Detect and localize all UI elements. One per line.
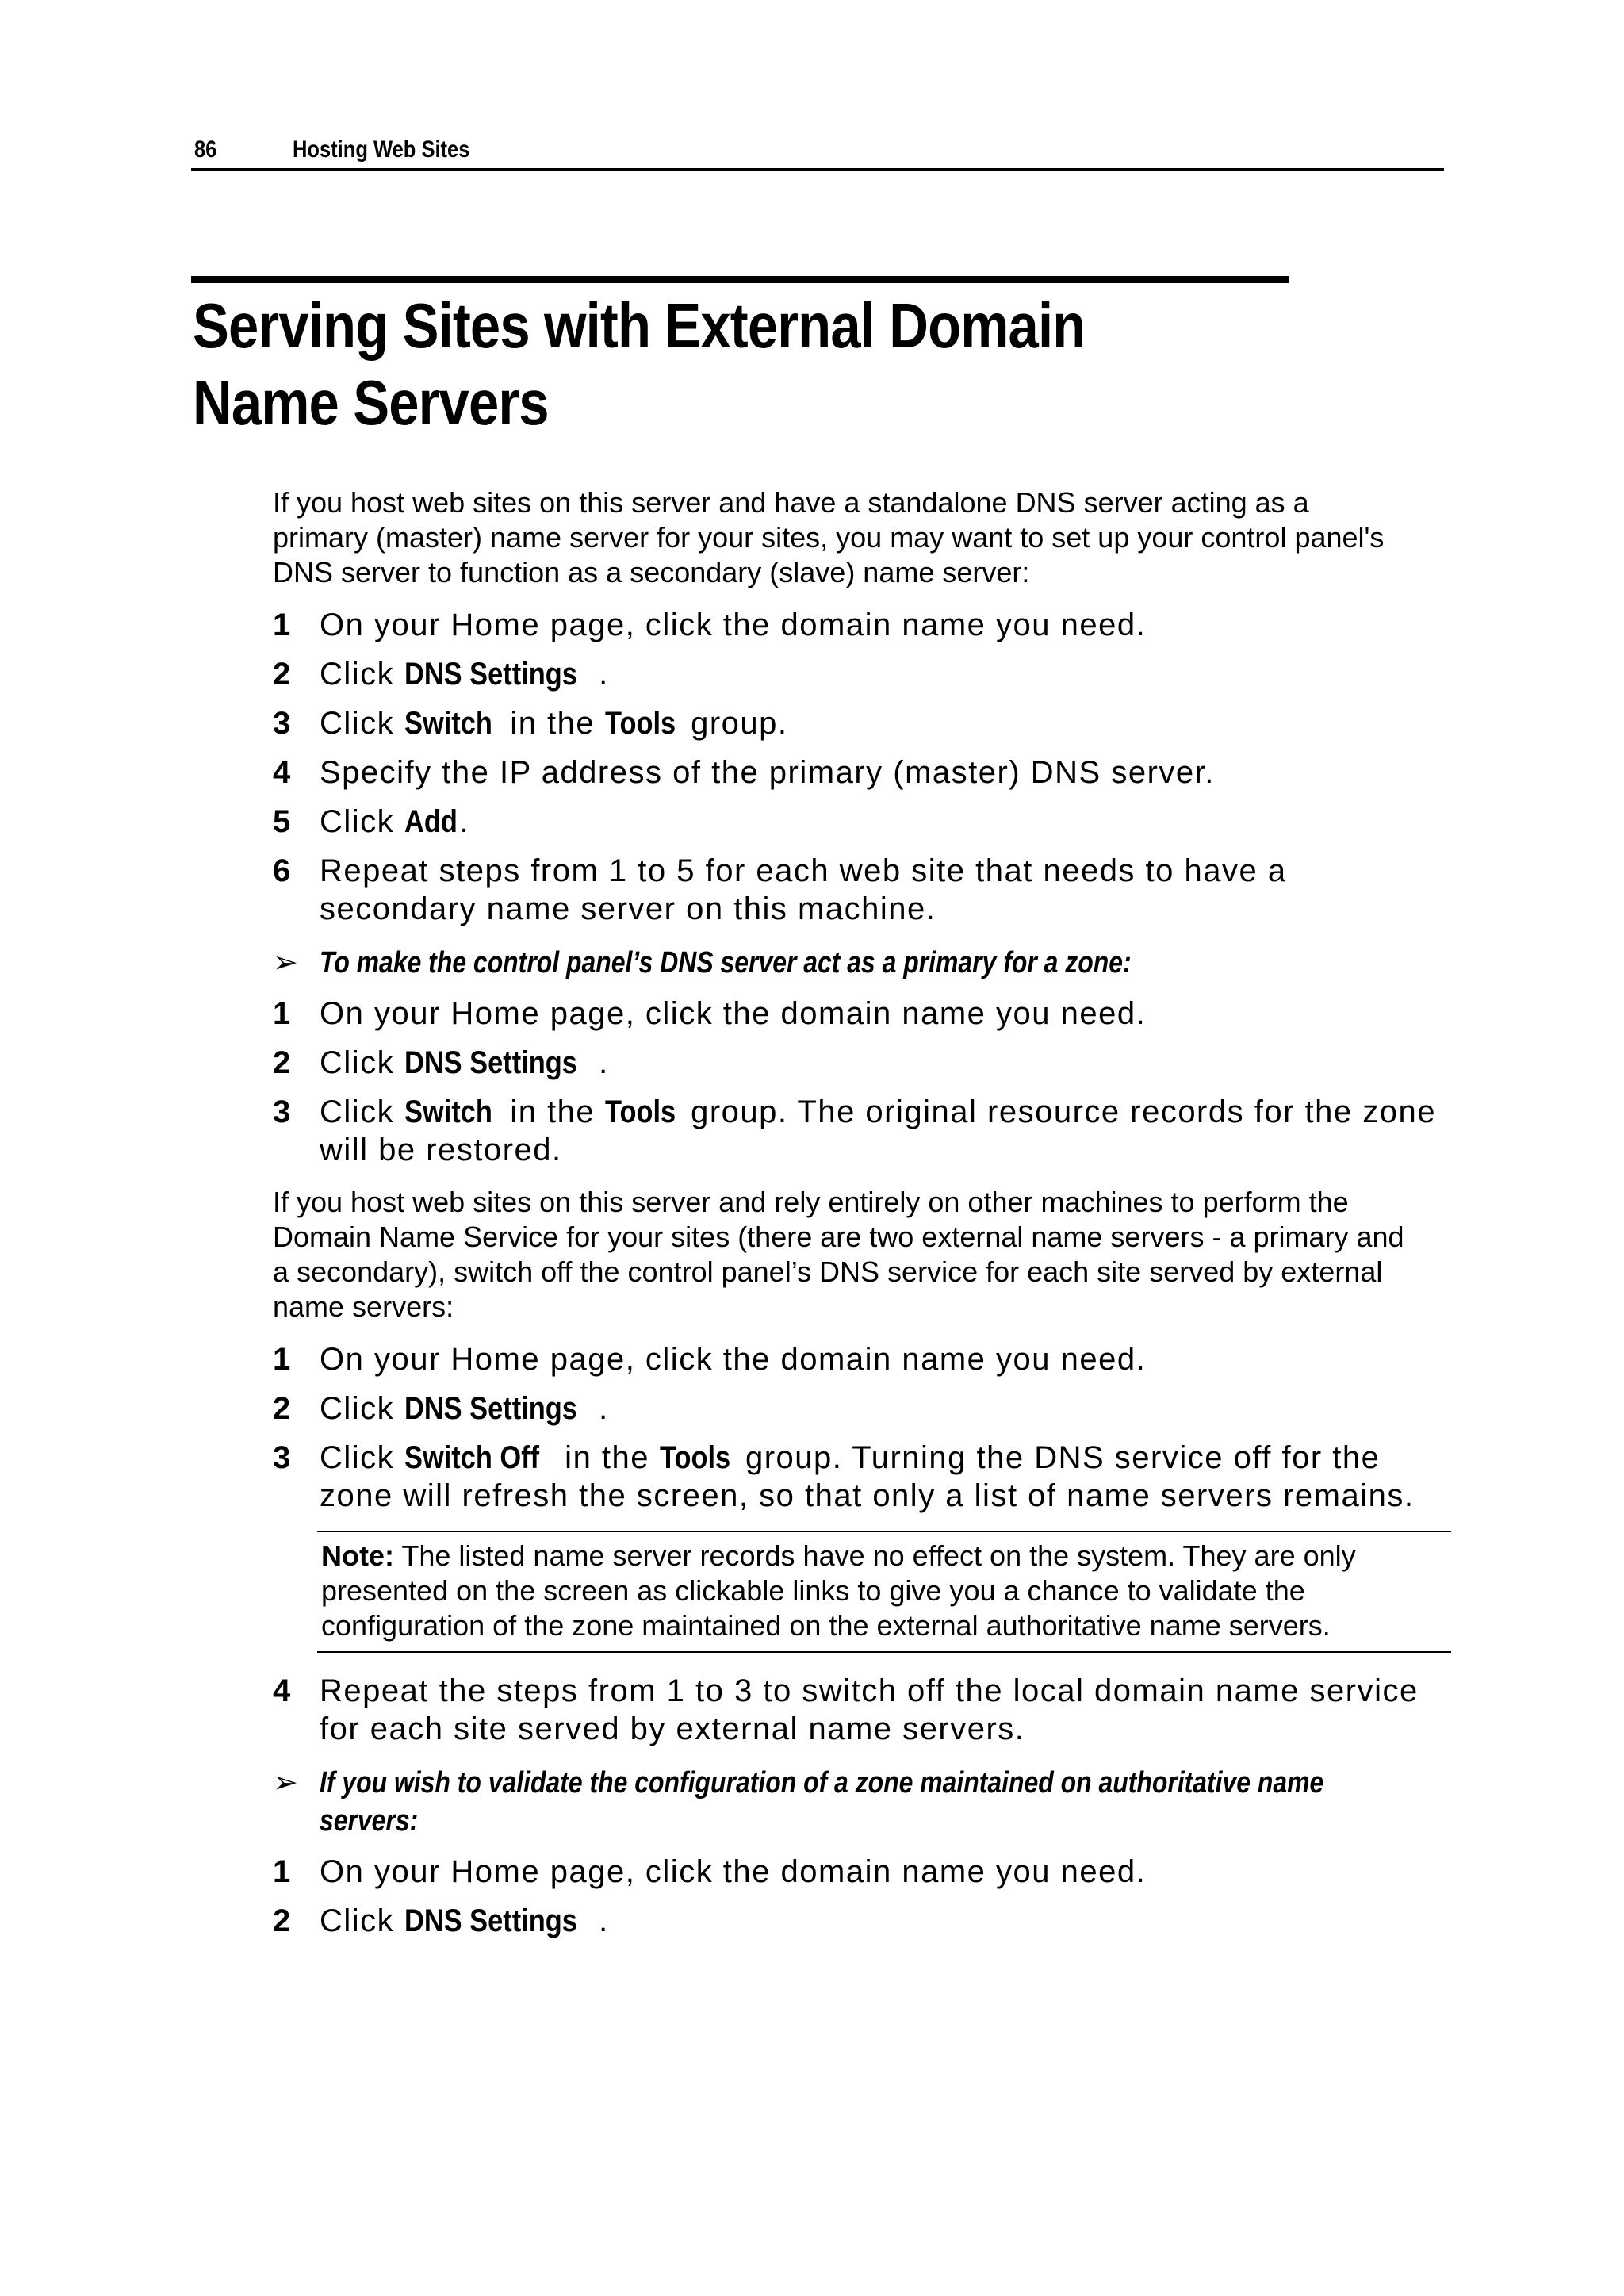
step-text: in the (500, 706, 605, 741)
step-text: . (599, 657, 609, 692)
step-number: 3 (273, 706, 291, 741)
procedure-heading-2 (273, 1764, 1446, 1840)
procedure-title: To make the control panel’s DNS server act as a primary for a zone: (320, 946, 1132, 979)
step-text: Repeat the steps from 1 to 3 to switch off the local domain name service for each site served by external name servers. (320, 1673, 1419, 1746)
ui-term: Tools (659, 1440, 730, 1475)
step-number: 2 (273, 657, 291, 692)
step-text: Repeat steps from 1 to 5 for each web site that needs to have a secondary name server on this machine. (320, 853, 1287, 926)
running-section-title: Hosting Web Sites (293, 136, 470, 163)
step-number: 6 (273, 853, 291, 888)
ui-term: DNS Settings (404, 1045, 577, 1080)
list-item (273, 852, 1446, 928)
step-number: 2 (273, 1903, 291, 1938)
ui-term: DNS Settings (404, 1391, 577, 1426)
ui-term: Add (404, 804, 458, 839)
step-text: Click (320, 1903, 404, 1938)
list-item (273, 1389, 1446, 1428)
step-text: group. (680, 706, 788, 741)
step-number: 2 (273, 1045, 291, 1080)
step-list-3 (273, 1340, 1446, 1515)
ui-term: Tools (604, 706, 676, 741)
step-text: Click (320, 706, 404, 741)
step-text: . (599, 1045, 609, 1080)
step-number: 3 (273, 1094, 291, 1129)
step-text: On your Home page, click the domain name you need. (320, 996, 1147, 1031)
ui-term: Switch (404, 1094, 492, 1129)
list-item (273, 1093, 1446, 1169)
step-list-2 (273, 995, 1446, 1169)
step-text: Click (320, 1391, 404, 1426)
step-text: On your Home page, click the domain name you need. (320, 1342, 1147, 1377)
running-header (191, 133, 1444, 171)
step-number: 1 (273, 1854, 291, 1889)
step-text: in the (500, 1094, 605, 1129)
list-item (273, 753, 1446, 792)
list-item (273, 1853, 1446, 1891)
page-number: 86 (194, 136, 217, 163)
arrow-bullet-icon: ➢ (273, 1766, 298, 1800)
step-text: On your Home page, click the domain name you need. (320, 608, 1147, 642)
step-text: group. Turning the DNS service off for the zone will refresh the screen, so that only a list of name servers remains. (320, 1440, 1415, 1513)
step-text: Click (320, 1045, 404, 1080)
ui-term: DNS Settings (404, 1903, 577, 1938)
list-item (273, 803, 1446, 841)
ui-term: Switch Off (404, 1440, 539, 1475)
intro-paragraph-1: If you host web sites on this server and have a standalone DNS server acting as a primary (master) name server for your sites, you may want to set up your control panel's DNS server to function as a secondary (slave) name server: (273, 486, 1385, 588)
step-number: 1 (273, 996, 291, 1031)
list-item (273, 1044, 1446, 1082)
ui-term: Switch (404, 706, 492, 741)
step-text: On your Home page, click the domain name you need. (320, 1854, 1147, 1889)
note-label: Note: (321, 1539, 394, 1572)
step-text: Click (320, 1440, 404, 1475)
procedure-heading-1 (273, 944, 1446, 982)
list-item (273, 1340, 1446, 1378)
step-number: 1 (273, 608, 291, 642)
step-number: 3 (273, 1440, 291, 1475)
list-item (273, 655, 1446, 693)
note-text: The listed name server records have no effect on the system. They are only presented on the screen as clickable links to give you a chance to validate the configuration of the zone maintained on the external authoritative name servers. (321, 1539, 1356, 1642)
step-text: Click (320, 657, 404, 692)
step-list-4 (273, 1672, 1446, 1748)
ui-term: Tools (604, 1094, 676, 1129)
ui-term: DNS Settings (404, 657, 577, 692)
step-text: . (599, 1391, 609, 1426)
list-item (273, 1902, 1446, 1940)
step-text: group. The original resource records for the zone will be restored. (320, 1094, 1436, 1167)
step-text: in the (554, 1440, 660, 1475)
step-text: . (599, 1903, 609, 1938)
step-text: Click (320, 804, 404, 839)
list-item (273, 1672, 1446, 1748)
step-text: Specify the IP address of the primary (master) DNS server. (320, 755, 1215, 790)
list-item (273, 1439, 1446, 1515)
list-item (273, 704, 1446, 742)
note-box (317, 1531, 1451, 1653)
step-number: 1 (273, 1342, 291, 1377)
step-number: 4 (273, 1673, 291, 1708)
step-text: . (459, 804, 470, 839)
arrow-bullet-icon: ➢ (273, 946, 298, 979)
body-content (273, 485, 1446, 1956)
intro-paragraph-2: If you host web sites on this server and rely entirely on other machines to perform the Domain Name Service for your sites (there are two external name servers - a primary and a secondary), switch off the control panel’s DNS service for each site served by external name servers: (273, 1186, 1404, 1323)
step-list-5 (273, 1853, 1446, 1940)
list-item (273, 995, 1446, 1033)
step-list-1 (273, 606, 1446, 928)
procedure-title: If you wish to validate the configuration of a zone maintained on authoritative name servers: (320, 1766, 1324, 1838)
step-number: 4 (273, 755, 291, 790)
list-item (273, 606, 1446, 644)
step-number: 2 (273, 1391, 291, 1426)
step-number: 5 (273, 804, 291, 839)
step-text: Click (320, 1094, 404, 1129)
page-title: Serving Sites with External Domain Name Servers (193, 290, 1086, 438)
title-rule (191, 276, 1289, 283)
